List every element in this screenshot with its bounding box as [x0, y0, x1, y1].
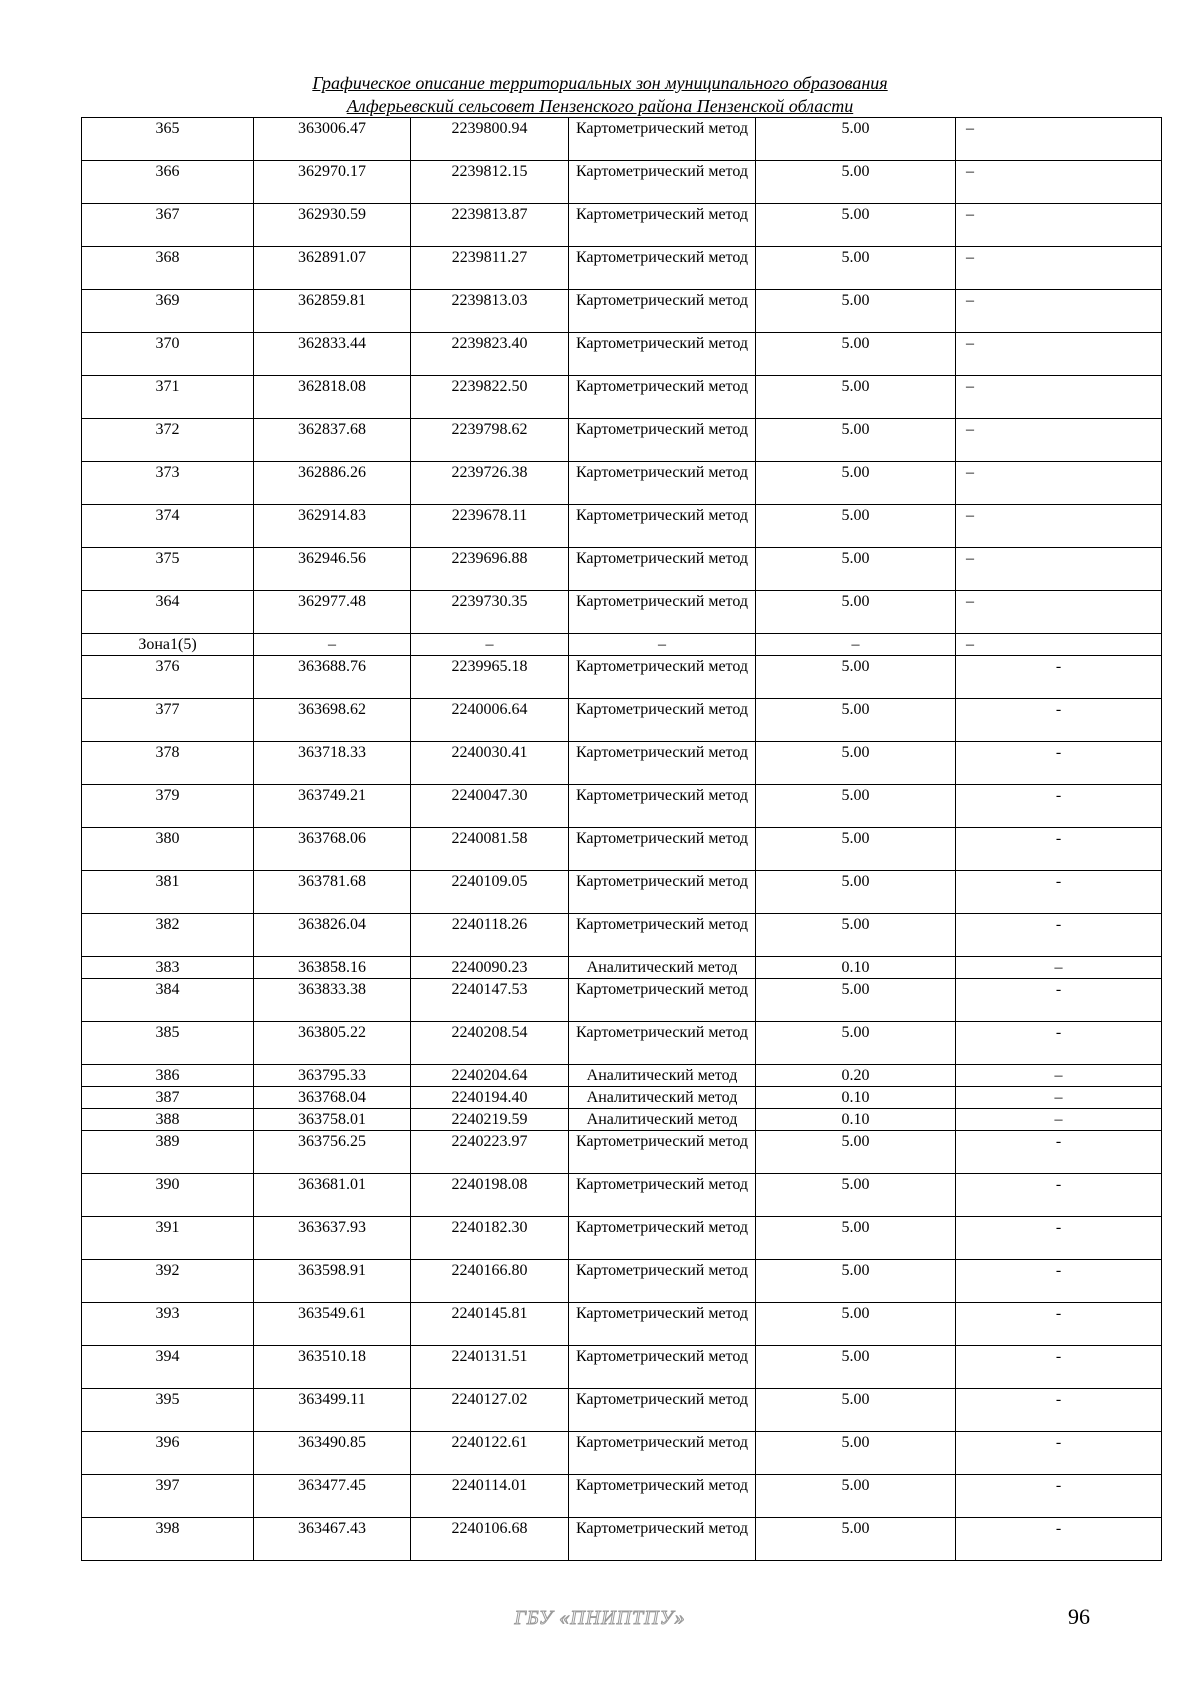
accuracy-cell: 5.00: [756, 505, 956, 548]
table-row: [82, 1475, 1162, 1518]
accuracy-cell: –: [756, 634, 956, 656]
y-coordinate-cell: 2240090.23: [411, 957, 569, 979]
y-coordinate-cell: 2239726.38: [411, 462, 569, 505]
method-cell: Картометрический метод: [569, 1303, 756, 1346]
y-coordinate-cell: 2240006.64: [411, 699, 569, 742]
table-row: [82, 1389, 1162, 1432]
point-number-cell: 370: [82, 333, 254, 376]
note-cell: –: [956, 419, 1162, 462]
x-coordinate-cell: 363549.61: [254, 1303, 411, 1346]
note-cell: -: [956, 1346, 1162, 1389]
y-coordinate-cell: 2240208.54: [411, 1022, 569, 1065]
y-coordinate-cell: 2239813.87: [411, 204, 569, 247]
method-cell: Картометрический метод: [569, 1260, 756, 1303]
method-cell: Картометрический метод: [569, 828, 756, 871]
x-coordinate-cell: 362837.68: [254, 419, 411, 462]
point-number-cell: 391: [82, 1217, 254, 1260]
method-cell: Аналитический метод: [569, 957, 756, 979]
method-cell: Картометрический метод: [569, 1131, 756, 1174]
point-number-cell: 379: [82, 785, 254, 828]
accuracy-cell: 5.00: [756, 591, 956, 634]
x-coordinate-cell: 363749.21: [254, 785, 411, 828]
point-number-cell: 367: [82, 204, 254, 247]
document-header: [0, 72, 1200, 118]
y-coordinate-cell: 2240219.59: [411, 1109, 569, 1131]
accuracy-cell: 5.00: [756, 204, 956, 247]
method-cell: Аналитический метод: [569, 1109, 756, 1131]
method-cell: Картометрический метод: [569, 699, 756, 742]
note-cell: –: [956, 161, 1162, 204]
y-coordinate-cell: 2240109.05: [411, 871, 569, 914]
note-cell: -: [956, 914, 1162, 957]
y-coordinate-cell: 2239811.27: [411, 247, 569, 290]
x-coordinate-cell: 363006.47: [254, 118, 411, 161]
header-line-2: Алферьевский сельсовет Пензенского района Пензенской области: [346, 96, 854, 116]
accuracy-cell: 0.10: [756, 1087, 956, 1109]
table-row: [82, 914, 1162, 957]
accuracy-cell: 5.00: [756, 914, 956, 957]
y-coordinate-cell: 2240147.53: [411, 979, 569, 1022]
note-cell: –: [956, 548, 1162, 591]
table-row: [82, 462, 1162, 505]
method-cell: Картометрический метод: [569, 1022, 756, 1065]
method-cell: Аналитический метод: [569, 1087, 756, 1109]
accuracy-cell: 5.00: [756, 419, 956, 462]
note-cell: -: [956, 1260, 1162, 1303]
y-coordinate-cell: 2239800.94: [411, 118, 569, 161]
table-row: [82, 785, 1162, 828]
table-row: [82, 742, 1162, 785]
y-coordinate-cell: 2240182.30: [411, 1217, 569, 1260]
table-row: [82, 591, 1162, 634]
accuracy-cell: 5.00: [756, 871, 956, 914]
method-cell: Картометрический метод: [569, 914, 756, 957]
point-number-cell: 372: [82, 419, 254, 462]
method-cell: Картометрический метод: [569, 1389, 756, 1432]
table-row: [82, 247, 1162, 290]
method-cell: Картометрический метод: [569, 118, 756, 161]
table-row: [82, 161, 1162, 204]
method-cell: Картометрический метод: [569, 290, 756, 333]
table-row: [82, 979, 1162, 1022]
table-row: [82, 634, 1162, 656]
table-row: [82, 1217, 1162, 1260]
y-coordinate-cell: 2240118.26: [411, 914, 569, 957]
x-coordinate-cell: 363510.18: [254, 1346, 411, 1389]
table-row: [82, 1109, 1162, 1131]
note-cell: -: [956, 1518, 1162, 1561]
point-number-cell: 365: [82, 118, 254, 161]
x-coordinate-cell: 363858.16: [254, 957, 411, 979]
y-coordinate-cell: 2240194.40: [411, 1087, 569, 1109]
accuracy-cell: 0.20: [756, 1065, 956, 1087]
y-coordinate-cell: –: [411, 634, 569, 656]
coordinates-table: [81, 117, 1162, 1561]
note-cell: –: [956, 247, 1162, 290]
point-number-cell: 394: [82, 1346, 254, 1389]
y-coordinate-cell: 2240114.01: [411, 1475, 569, 1518]
point-number-cell: 366: [82, 161, 254, 204]
note-cell: -: [956, 785, 1162, 828]
table-row: [82, 699, 1162, 742]
point-number-cell: 373: [82, 462, 254, 505]
x-coordinate-cell: 362833.44: [254, 333, 411, 376]
accuracy-cell: 5.00: [756, 1389, 956, 1432]
point-number-cell: Зона1(5): [82, 634, 254, 656]
point-number-cell: 393: [82, 1303, 254, 1346]
note-cell: -: [956, 871, 1162, 914]
method-cell: Картометрический метод: [569, 871, 756, 914]
y-coordinate-cell: 2239823.40: [411, 333, 569, 376]
table-row: [82, 1303, 1162, 1346]
method-cell: Картометрический метод: [569, 591, 756, 634]
point-number-cell: 378: [82, 742, 254, 785]
table-row: [82, 1518, 1162, 1561]
point-number-cell: 386: [82, 1065, 254, 1087]
method-cell: Картометрический метод: [569, 656, 756, 699]
x-coordinate-cell: 362859.81: [254, 290, 411, 333]
note-cell: –: [956, 505, 1162, 548]
accuracy-cell: 5.00: [756, 1432, 956, 1475]
note-cell: -: [956, 1389, 1162, 1432]
x-coordinate-cell: 363477.45: [254, 1475, 411, 1518]
point-number-cell: 395: [82, 1389, 254, 1432]
point-number-cell: 387: [82, 1087, 254, 1109]
accuracy-cell: 5.00: [756, 161, 956, 204]
x-coordinate-cell: 363490.85: [254, 1432, 411, 1475]
table-row: [82, 118, 1162, 161]
x-coordinate-cell: 363467.43: [254, 1518, 411, 1561]
method-cell: Картометрический метод: [569, 1518, 756, 1561]
table-row: [82, 548, 1162, 591]
accuracy-cell: 5.00: [756, 462, 956, 505]
x-coordinate-cell: 363718.33: [254, 742, 411, 785]
accuracy-cell: 5.00: [756, 1518, 956, 1561]
point-number-cell: 376: [82, 656, 254, 699]
accuracy-cell: 5.00: [756, 333, 956, 376]
method-cell: Картометрический метод: [569, 1346, 756, 1389]
x-coordinate-cell: 363499.11: [254, 1389, 411, 1432]
point-number-cell: 388: [82, 1109, 254, 1131]
note-cell: -: [956, 1475, 1162, 1518]
note-cell: –: [956, 634, 1162, 656]
point-number-cell: 397: [82, 1475, 254, 1518]
method-cell: Картометрический метод: [569, 462, 756, 505]
x-coordinate-cell: –: [254, 634, 411, 656]
table-row: [82, 828, 1162, 871]
method-cell: Картометрический метод: [569, 979, 756, 1022]
note-cell: –: [956, 204, 1162, 247]
accuracy-cell: 0.10: [756, 1109, 956, 1131]
footer-organization: ГБУ «ПНИПТПУ»: [514, 1607, 686, 1629]
note-cell: –: [956, 462, 1162, 505]
y-coordinate-cell: 2240127.02: [411, 1389, 569, 1432]
table-row: [82, 957, 1162, 979]
y-coordinate-cell: 2239822.50: [411, 376, 569, 419]
point-number-cell: 364: [82, 591, 254, 634]
note-cell: -: [956, 1432, 1162, 1475]
note-cell: –: [956, 1087, 1162, 1109]
x-coordinate-cell: 363795.33: [254, 1065, 411, 1087]
y-coordinate-cell: 2240145.81: [411, 1303, 569, 1346]
note-cell: -: [956, 656, 1162, 699]
note-cell: –: [956, 591, 1162, 634]
x-coordinate-cell: 363826.04: [254, 914, 411, 957]
point-number-cell: 375: [82, 548, 254, 591]
y-coordinate-cell: 2240166.80: [411, 1260, 569, 1303]
point-number-cell: 389: [82, 1131, 254, 1174]
y-coordinate-cell: 2239678.11: [411, 505, 569, 548]
note-cell: -: [956, 1131, 1162, 1174]
method-cell: Картометрический метод: [569, 1475, 756, 1518]
y-coordinate-cell: 2240081.58: [411, 828, 569, 871]
table-row: [82, 1022, 1162, 1065]
table-row: [82, 204, 1162, 247]
note-cell: –: [956, 376, 1162, 419]
x-coordinate-cell: 362977.48: [254, 591, 411, 634]
point-number-cell: 396: [82, 1432, 254, 1475]
accuracy-cell: 5.00: [756, 979, 956, 1022]
note-cell: -: [956, 979, 1162, 1022]
accuracy-cell: 5.00: [756, 742, 956, 785]
y-coordinate-cell: 2240122.61: [411, 1432, 569, 1475]
accuracy-cell: 5.00: [756, 247, 956, 290]
table-row: [82, 1432, 1162, 1475]
x-coordinate-cell: 362818.08: [254, 376, 411, 419]
method-cell: Картометрический метод: [569, 1174, 756, 1217]
y-coordinate-cell: 2240106.68: [411, 1518, 569, 1561]
y-coordinate-cell: 2240223.97: [411, 1131, 569, 1174]
accuracy-cell: 5.00: [756, 1174, 956, 1217]
point-number-cell: 377: [82, 699, 254, 742]
method-cell: –: [569, 634, 756, 656]
y-coordinate-cell: 2239798.62: [411, 419, 569, 462]
table-row: [82, 1260, 1162, 1303]
point-number-cell: 398: [82, 1518, 254, 1561]
y-coordinate-cell: 2239813.03: [411, 290, 569, 333]
accuracy-cell: 5.00: [756, 1022, 956, 1065]
y-coordinate-cell: 2240198.08: [411, 1174, 569, 1217]
note-cell: -: [956, 742, 1162, 785]
accuracy-cell: 5.00: [756, 1475, 956, 1518]
y-coordinate-cell: 2239730.35: [411, 591, 569, 634]
point-number-cell: 392: [82, 1260, 254, 1303]
y-coordinate-cell: 2240047.30: [411, 785, 569, 828]
x-coordinate-cell: 363781.68: [254, 871, 411, 914]
y-coordinate-cell: 2239812.15: [411, 161, 569, 204]
x-coordinate-cell: 363756.25: [254, 1131, 411, 1174]
method-cell: Картометрический метод: [569, 247, 756, 290]
table-row: [82, 871, 1162, 914]
method-cell: Картометрический метод: [569, 742, 756, 785]
accuracy-cell: 0.10: [756, 957, 956, 979]
x-coordinate-cell: 362946.56: [254, 548, 411, 591]
y-coordinate-cell: 2240131.51: [411, 1346, 569, 1389]
point-number-cell: 384: [82, 979, 254, 1022]
method-cell: Картометрический метод: [569, 785, 756, 828]
accuracy-cell: 5.00: [756, 785, 956, 828]
table-row: [82, 333, 1162, 376]
method-cell: Картометрический метод: [569, 1217, 756, 1260]
x-coordinate-cell: 363758.01: [254, 1109, 411, 1131]
table-row: [82, 1131, 1162, 1174]
accuracy-cell: 5.00: [756, 656, 956, 699]
method-cell: Картометрический метод: [569, 1432, 756, 1475]
point-number-cell: 369: [82, 290, 254, 333]
x-coordinate-cell: 363768.06: [254, 828, 411, 871]
accuracy-cell: 5.00: [756, 118, 956, 161]
x-coordinate-cell: 363768.04: [254, 1087, 411, 1109]
accuracy-cell: 5.00: [756, 1131, 956, 1174]
accuracy-cell: 5.00: [756, 290, 956, 333]
point-number-cell: 385: [82, 1022, 254, 1065]
x-coordinate-cell: 363833.38: [254, 979, 411, 1022]
note-cell: –: [956, 957, 1162, 979]
y-coordinate-cell: 2240030.41: [411, 742, 569, 785]
note-cell: -: [956, 1303, 1162, 1346]
table-row: [82, 1065, 1162, 1087]
accuracy-cell: 5.00: [756, 548, 956, 591]
x-coordinate-cell: 362970.17: [254, 161, 411, 204]
table-row: [82, 1087, 1162, 1109]
accuracy-cell: 5.00: [756, 1260, 956, 1303]
point-number-cell: 382: [82, 914, 254, 957]
note-cell: -: [956, 699, 1162, 742]
table-row: [82, 290, 1162, 333]
note-cell: -: [956, 1022, 1162, 1065]
note-cell: –: [956, 333, 1162, 376]
y-coordinate-cell: 2240204.64: [411, 1065, 569, 1087]
y-coordinate-cell: 2239965.18: [411, 656, 569, 699]
note-cell: -: [956, 1174, 1162, 1217]
method-cell: Картометрический метод: [569, 548, 756, 591]
x-coordinate-cell: 363805.22: [254, 1022, 411, 1065]
page-number: 96: [1068, 1604, 1090, 1629]
method-cell: Картометрический метод: [569, 505, 756, 548]
x-coordinate-cell: 362930.59: [254, 204, 411, 247]
note-cell: –: [956, 1109, 1162, 1131]
method-cell: Картометрический метод: [569, 333, 756, 376]
note-cell: -: [956, 828, 1162, 871]
accuracy-cell: 5.00: [756, 1303, 956, 1346]
point-number-cell: 381: [82, 871, 254, 914]
table-row: [82, 1174, 1162, 1217]
method-cell: Картометрический метод: [569, 376, 756, 419]
accuracy-cell: 5.00: [756, 828, 956, 871]
table-row: [82, 419, 1162, 462]
x-coordinate-cell: 363688.76: [254, 656, 411, 699]
x-coordinate-cell: 362886.26: [254, 462, 411, 505]
table-row: [82, 1346, 1162, 1389]
x-coordinate-cell: 363698.62: [254, 699, 411, 742]
x-coordinate-cell: 362914.83: [254, 505, 411, 548]
accuracy-cell: 5.00: [756, 376, 956, 419]
x-coordinate-cell: 363598.91: [254, 1260, 411, 1303]
x-coordinate-cell: 363681.01: [254, 1174, 411, 1217]
point-number-cell: 383: [82, 957, 254, 979]
point-number-cell: 371: [82, 376, 254, 419]
header-line-1: Графическое описание территориальных зон муниципального образования: [312, 73, 888, 93]
accuracy-cell: 5.00: [756, 1217, 956, 1260]
note-cell: –: [956, 290, 1162, 333]
note-cell: –: [956, 1065, 1162, 1087]
point-number-cell: 374: [82, 505, 254, 548]
method-cell: Картометрический метод: [569, 419, 756, 462]
accuracy-cell: 5.00: [756, 699, 956, 742]
point-number-cell: 368: [82, 247, 254, 290]
note-cell: -: [956, 1217, 1162, 1260]
x-coordinate-cell: 363637.93: [254, 1217, 411, 1260]
note-cell: –: [956, 118, 1162, 161]
x-coordinate-cell: 362891.07: [254, 247, 411, 290]
method-cell: Картометрический метод: [569, 204, 756, 247]
method-cell: Картометрический метод: [569, 161, 756, 204]
table-row: [82, 376, 1162, 419]
point-number-cell: 380: [82, 828, 254, 871]
accuracy-cell: 5.00: [756, 1346, 956, 1389]
table-row: [82, 656, 1162, 699]
point-number-cell: 390: [82, 1174, 254, 1217]
table-row: [82, 505, 1162, 548]
method-cell: Аналитический метод: [569, 1065, 756, 1087]
coordinates-table-body: [82, 118, 1162, 1561]
y-coordinate-cell: 2239696.88: [411, 548, 569, 591]
